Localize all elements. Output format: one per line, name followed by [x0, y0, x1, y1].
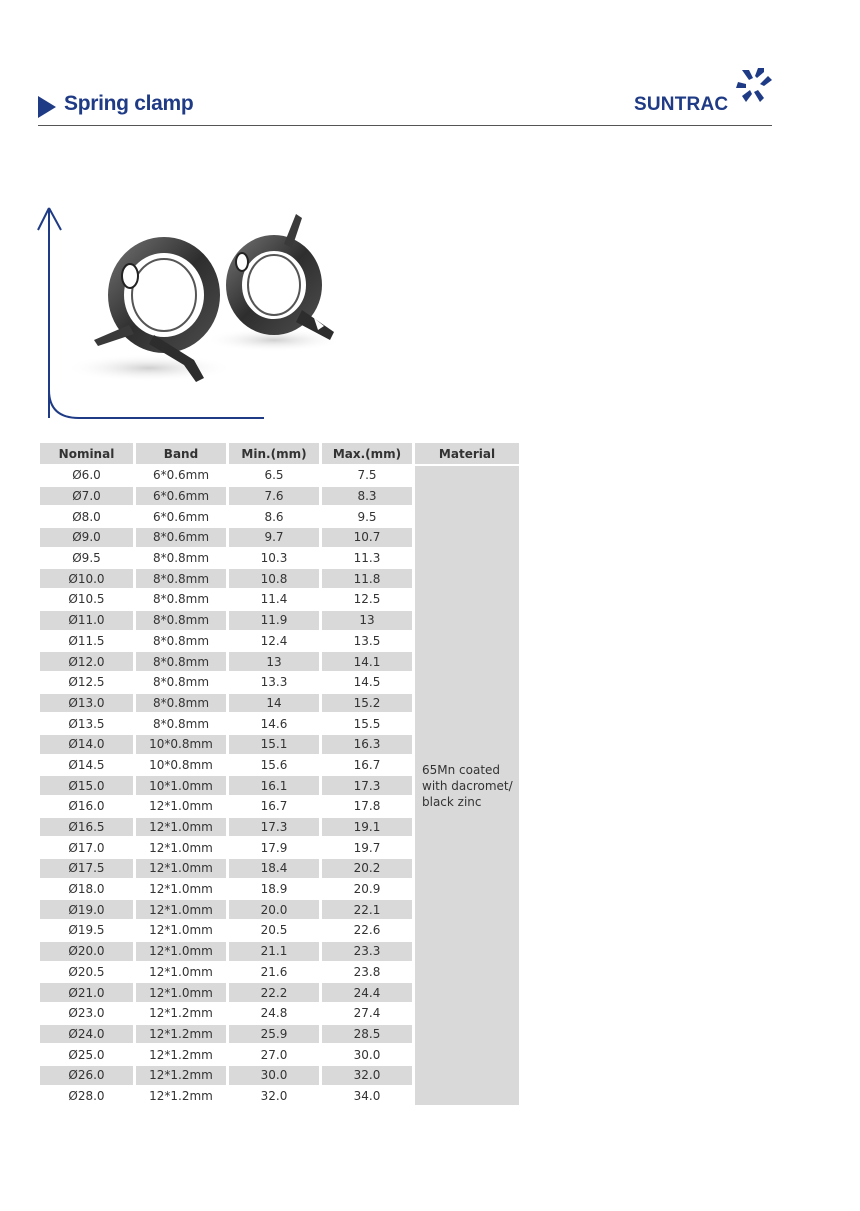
cell-min: 14 [229, 692, 322, 713]
cell-min: 6.5 [229, 464, 322, 485]
cell-max: 28.5 [322, 1023, 415, 1044]
cell-max: 7.5 [322, 464, 415, 485]
cell-min: 10.8 [229, 567, 322, 588]
cell-nominal: Ø25.0 [40, 1043, 136, 1064]
cell-max: 22.6 [322, 919, 415, 940]
cell-min: 11.9 [229, 609, 322, 630]
cell-min: 17.9 [229, 836, 322, 857]
cell-band: 12*1.2mm [136, 1023, 229, 1044]
cell-band: 12*1.2mm [136, 1064, 229, 1085]
cell-min: 9.7 [229, 526, 322, 547]
cell-band: 12*1.0mm [136, 961, 229, 982]
cell-min: 14.6 [229, 712, 322, 733]
cell-nominal: Ø16.0 [40, 795, 136, 816]
table-header-row [40, 443, 519, 464]
header-max: Max.(mm) [322, 443, 415, 464]
cell-band: 10*1.0mm [136, 774, 229, 795]
cell-nominal: Ø7.0 [40, 485, 136, 506]
cell-max: 24.4 [322, 981, 415, 1002]
cell-max: 17.3 [322, 774, 415, 795]
page-title: Spring clamp [64, 92, 194, 115]
cell-band: 12*1.2mm [136, 1002, 229, 1023]
cell-band: 8*0.8mm [136, 609, 229, 630]
cell-band: 8*0.8mm [136, 650, 229, 671]
cell-min: 25.9 [229, 1023, 322, 1044]
spec-table [40, 443, 519, 1105]
cell-min: 18.4 [229, 857, 322, 878]
cell-nominal: Ø17.5 [40, 857, 136, 878]
cell-min: 27.0 [229, 1043, 322, 1064]
cell-nominal: Ø18.0 [40, 878, 136, 899]
cell-band: 12*1.0mm [136, 836, 229, 857]
table-row [40, 464, 519, 485]
cell-max: 20.9 [322, 878, 415, 899]
cell-band: 12*1.0mm [136, 795, 229, 816]
cell-nominal: Ø9.5 [40, 547, 136, 568]
cell-max: 22.1 [322, 898, 415, 919]
cell-band: 12*1.0mm [136, 878, 229, 899]
cell-band: 6*0.6mm [136, 485, 229, 506]
cell-max: 15.2 [322, 692, 415, 713]
cell-min: 15.6 [229, 754, 322, 775]
cell-band: 8*0.8mm [136, 567, 229, 588]
cell-band: 12*1.2mm [136, 1043, 229, 1064]
cell-min: 7.6 [229, 485, 322, 506]
cell-min: 13 [229, 650, 322, 671]
cell-min: 22.2 [229, 981, 322, 1002]
cell-max: 14.5 [322, 671, 415, 692]
cell-nominal: Ø13.5 [40, 712, 136, 733]
cell-band: 12*1.0mm [136, 816, 229, 837]
cell-nominal: Ø21.0 [40, 981, 136, 1002]
cell-max: 17.8 [322, 795, 415, 816]
cell-nominal: Ø15.0 [40, 774, 136, 795]
cell-min: 32.0 [229, 1085, 322, 1106]
cell-nominal: Ø12.0 [40, 650, 136, 671]
cell-max: 11.3 [322, 547, 415, 568]
cell-band: 12*1.0mm [136, 857, 229, 878]
cell-nominal: Ø26.0 [40, 1064, 136, 1085]
cell-nominal: Ø19.0 [40, 898, 136, 919]
cell-nominal: Ø14.5 [40, 754, 136, 775]
cell-min: 18.9 [229, 878, 322, 899]
cell-max: 9.5 [322, 505, 415, 526]
cell-max: 8.3 [322, 485, 415, 506]
cell-nominal: Ø24.0 [40, 1023, 136, 1044]
cell-min: 11.4 [229, 588, 322, 609]
cell-max: 19.7 [322, 836, 415, 857]
cell-band: 10*0.8mm [136, 733, 229, 754]
cell-min: 13.3 [229, 671, 322, 692]
cell-band: 8*0.8mm [136, 692, 229, 713]
cell-max: 30.0 [322, 1043, 415, 1064]
cell-nominal: Ø8.0 [40, 505, 136, 526]
cell-nominal: Ø14.0 [40, 733, 136, 754]
cell-max: 16.3 [322, 733, 415, 754]
cell-min: 10.3 [229, 547, 322, 568]
cell-nominal: Ø13.0 [40, 692, 136, 713]
cell-nominal: Ø19.5 [40, 919, 136, 940]
cell-band: 6*0.6mm [136, 505, 229, 526]
brand-name: SUNTRAC [634, 94, 729, 115]
cell-max: 23.8 [322, 961, 415, 982]
cell-nominal: Ø20.5 [40, 961, 136, 982]
cell-max: 27.4 [322, 1002, 415, 1023]
cell-max: 19.1 [322, 816, 415, 837]
cell-nominal: Ø16.5 [40, 816, 136, 837]
cell-min: 12.4 [229, 630, 322, 651]
cell-band: 12*1.0mm [136, 919, 229, 940]
cell-nominal: Ø17.0 [40, 836, 136, 857]
cell-min: 30.0 [229, 1064, 322, 1085]
cell-min: 17.3 [229, 816, 322, 837]
cell-nominal: Ø28.0 [40, 1085, 136, 1106]
cell-min: 20.5 [229, 919, 322, 940]
cell-band: 10*0.8mm [136, 754, 229, 775]
cell-max: 15.5 [322, 712, 415, 733]
cell-max: 34.0 [322, 1085, 415, 1106]
cell-nominal: Ø6.0 [40, 464, 136, 485]
cell-max: 20.2 [322, 857, 415, 878]
cell-max: 13 [322, 609, 415, 630]
cell-material: 65Mn coated with dacromet/ black zinc [415, 464, 519, 1105]
header-min: Min.(mm) [229, 443, 322, 464]
product-photo [34, 200, 334, 425]
cell-band: 12*1.2mm [136, 1085, 229, 1106]
cell-max: 32.0 [322, 1064, 415, 1085]
cell-min: 21.6 [229, 961, 322, 982]
cell-max: 13.5 [322, 630, 415, 651]
header-material: Material [415, 443, 519, 464]
header-band: Band [136, 443, 229, 464]
cell-max: 12.5 [322, 588, 415, 609]
cell-band: 8*0.6mm [136, 526, 229, 547]
title-arrow-icon [38, 96, 56, 118]
cell-min: 8.6 [229, 505, 322, 526]
cell-min: 16.7 [229, 795, 322, 816]
cell-band: 8*0.8mm [136, 712, 229, 733]
header-nominal: Nominal [40, 443, 136, 464]
cell-band: 8*0.8mm [136, 588, 229, 609]
cell-max: 23.3 [322, 940, 415, 961]
table-body [40, 464, 519, 1105]
cell-band: 8*0.8mm [136, 547, 229, 568]
cell-min: 24.8 [229, 1002, 322, 1023]
brand-mark-icon [734, 66, 774, 106]
suntrac-logo [634, 66, 774, 120]
cell-max: 11.8 [322, 567, 415, 588]
cell-nominal: Ø10.5 [40, 588, 136, 609]
cell-band: 12*1.0mm [136, 981, 229, 1002]
cell-nominal: Ø11.5 [40, 630, 136, 651]
cell-band: 8*0.8mm [136, 630, 229, 651]
cell-nominal: Ø12.5 [40, 671, 136, 692]
cell-band: 6*0.6mm [136, 464, 229, 485]
cell-max: 14.1 [322, 650, 415, 671]
cell-min: 15.1 [229, 733, 322, 754]
cell-nominal: Ø23.0 [40, 1002, 136, 1023]
cell-band: 12*1.0mm [136, 940, 229, 961]
cell-band: 12*1.0mm [136, 898, 229, 919]
cell-band: 8*0.8mm [136, 671, 229, 692]
cell-min: 20.0 [229, 898, 322, 919]
cell-nominal: Ø9.0 [40, 526, 136, 547]
cell-max: 16.7 [322, 754, 415, 775]
cell-nominal: Ø11.0 [40, 609, 136, 630]
spring-clamp-photo-icon [34, 200, 334, 425]
cell-min: 21.1 [229, 940, 322, 961]
cell-max: 10.7 [322, 526, 415, 547]
cell-min: 16.1 [229, 774, 322, 795]
header-divider [38, 125, 772, 126]
cell-nominal: Ø20.0 [40, 940, 136, 961]
cell-nominal: Ø10.0 [40, 567, 136, 588]
